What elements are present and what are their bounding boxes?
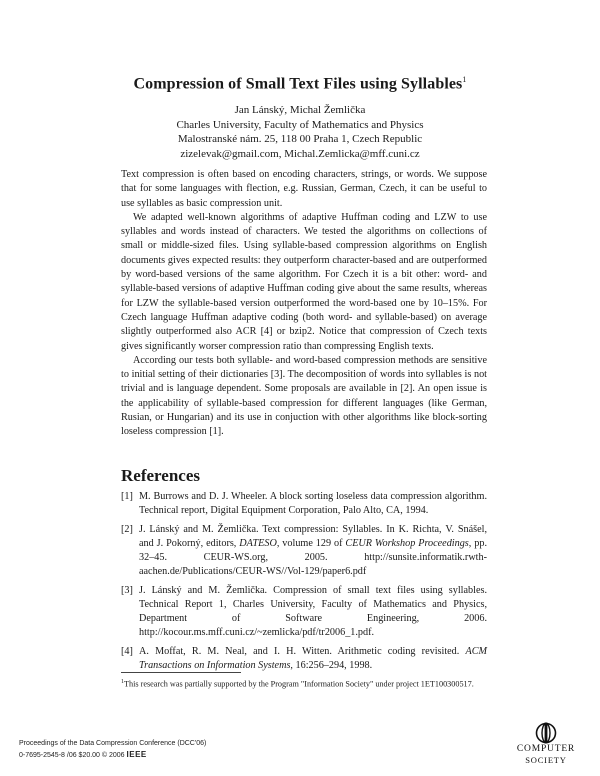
reference-text-part: , 16:256–294, 1998.	[290, 660, 373, 671]
reference-text	[139, 645, 487, 673]
reference-text-part: A. Moffat, R. M. Neal, and I. H. Witten. Arithmetic coding revisited.	[139, 646, 466, 657]
abstract	[121, 168, 487, 440]
reference-item	[121, 490, 487, 518]
logo-word-society: SOCIETY	[525, 755, 567, 765]
reference-number: [2]	[121, 524, 133, 535]
footnote-text: This research was partially supported by the Program "Information Society" under project 1ET100300517.	[124, 679, 474, 689]
author-block	[0, 103, 600, 161]
paper-title	[0, 75, 600, 93]
reference-text-part: J. Lánský and M. Žemlička. Text compression: Syllables. In K. Richta, V. Snášel, and J. Pokorný, editors,	[139, 524, 487, 549]
reference-item	[121, 584, 487, 640]
page-footer	[19, 738, 319, 761]
computer-society-icon	[534, 722, 558, 744]
reference-number: [1]	[121, 491, 133, 502]
address: Malostranské nám. 25, 118 00 Praha 1, Czech Republic	[177, 133, 423, 145]
reference-item	[121, 645, 487, 673]
title-text: Compression of Small Text Files using Syllables	[133, 75, 463, 93]
reference-text-part: M. Burrows and D. J. Wheeler. A block sorting loseless data compression algorithm. Technical report, Digital Equipment Corporation, Palo Alto, CA, 1994.	[139, 491, 487, 516]
proceedings-line: Proceedings of the Data Compression Conference (DCC'06)	[19, 740, 207, 747]
references-list	[121, 490, 487, 678]
reference-text-part: , pp. 32–45. CEUR-WS.org, 2005. http://sunsite.informatik.rwth-aachen.de/Publications/CEUR-WS//Vol-129/paper6.pdf	[139, 538, 487, 577]
references-heading: References	[121, 466, 200, 485]
isbn-text: 0-7695-2545-8 /06 $20.00 © 2006	[19, 752, 125, 759]
abstract-paragraph: Text compression is often based on encoding characters, strings, or words. We suppose that for some languages with flection, e.g. Russian, German, Czech, it can be useful to use syllables as basic compression unit.	[121, 169, 487, 209]
reference-text-part: , volume 129 of	[276, 538, 346, 549]
abstract-paragraph: According our tests both syllable- and word-based compression methods are sensitive to initial setting of their dictionaries [3]. The decomposition of words into syllables is not trivial and is language dependent. Some proposals are available in [2]. An open issue is the applicability of syllable-based compression for different languages (like German, Rusian, or Hungarian) and its use in conjuction with other algorithms like block-sorting loseless compression [1].	[121, 354, 487, 438]
abstract-paragraph: We adapted well-known algorithms of adaptive Huffman coding and LZW to use syllables and words instead of characters. We tested the algorithms on collections of small or middle-sized files. Using syllable-based compression algorithms on English documents gives expected results: they outperform character-based and are outperformed by word-based versions of the same algorithm. For Czech it is a bit other: word- and syllable-based versions of adaptive Huffman coding give about the same results, whereas for LZW the syllable-based version outperformed the word-based one by 10–15%. For Czech language Huffman adaptive coding (both word- and syllable-based) on average slightly outperformed also ACR [4] or bzip2. Notice that compression of Czech texts gives significantly worser compression ratio than compressing English texts.	[121, 211, 487, 352]
reference-venue: ACM Transactions on Information Systems	[139, 646, 487, 671]
footnote-divider	[121, 672, 241, 673]
title-footnote-mark: 1	[462, 75, 467, 84]
reference-number: [3]	[121, 585, 133, 596]
authors: Jan Lánský, Michal Žemlička	[234, 104, 366, 116]
ieee-logo: IEEE	[126, 750, 147, 759]
reference-number: [4]	[121, 646, 133, 657]
footnote-mark: 1	[121, 679, 124, 685]
emails: zizelevak@gmail.com, Michal.Zemlicka@mff.cuni.cz	[180, 147, 420, 160]
reference-text	[139, 523, 487, 579]
affiliation: Charles University, Faculty of Mathematics and Physics	[176, 118, 424, 131]
reference-series: CEUR Workshop Proceedings	[345, 538, 469, 549]
logo-word-computer: COMPUTER	[516, 744, 576, 754]
footnote	[121, 677, 487, 690]
reference-text	[139, 584, 487, 640]
reference-text-part: J. Lánský and M. Žemlička. Compression of small text files using syllables. Technical Report 1, Charles University, Faculty of Mathematics and Physics, Department of Software Engineering, 2006. http://kocour.ms.mff.cuni.cz/~zemlicka/pdf/tr2006_1.pdf.	[139, 585, 487, 638]
reference-text	[139, 490, 487, 518]
reference-venue: DATESO	[239, 538, 277, 549]
isbn-line	[19, 749, 319, 761]
computer-society-logo	[510, 722, 582, 770]
reference-item	[121, 523, 487, 579]
